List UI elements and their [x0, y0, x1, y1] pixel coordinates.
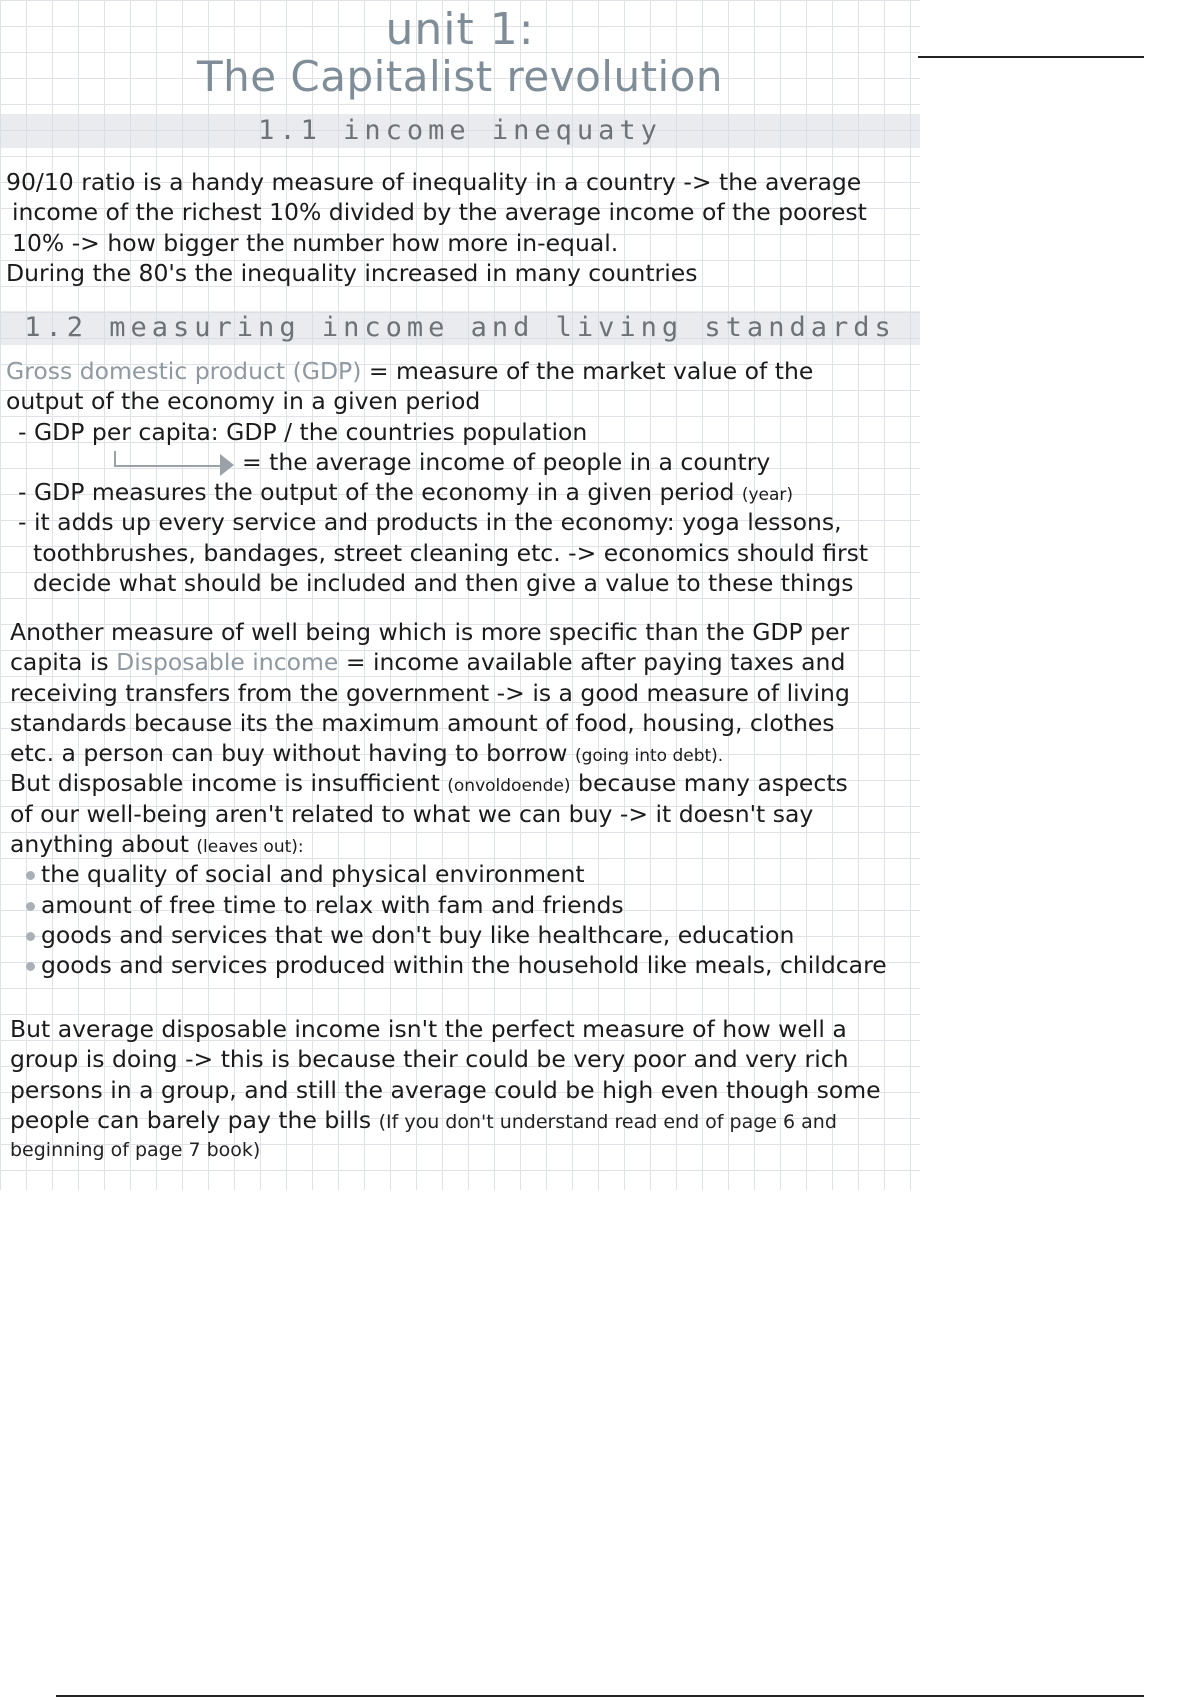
- per-capita-definition: = the average income of people in a country: [242, 447, 771, 476]
- average-income-body: [10, 1014, 930, 1165]
- gdp-measures-text: - GDP measures the output of the economy in a given period: [18, 478, 735, 507]
- list-item-text: goods and services that we don't buy like healthcare, education: [41, 920, 795, 949]
- top-rule-line: [918, 56, 1144, 58]
- gdp-term: Gross domestic product (GDP): [6, 357, 362, 385]
- section-heading-income-inequality: 1.1 income inequaty: [0, 114, 920, 148]
- disposable-line-text: = income available after paying taxes and: [338, 648, 846, 677]
- gdp-measures-note: (year): [741, 485, 794, 506]
- disposable-line-text: capita is: [10, 648, 117, 677]
- translation-note: (onvoldoende): [447, 776, 571, 797]
- section1-body: [6, 167, 926, 288]
- section1-line: 10% -> how bigger the number how more in-equal.: [12, 228, 619, 257]
- section-heading-measuring-income: 1.2 measuring income and living standards: [0, 311, 920, 345]
- bullet-icon: [26, 902, 35, 911]
- disposable-line: of our well-being aren't related to what we can buy -> it doesn't say: [10, 799, 814, 828]
- leaves-out-note: (leaves out):: [196, 837, 304, 858]
- bottom-rule-line: [56, 1695, 1144, 1697]
- list-item: [10, 950, 930, 980]
- per-capita-line: - GDP per capita: GDP / the countries population: [18, 417, 588, 446]
- adds-up-line: decide what should be included and then give a value to these things: [33, 569, 854, 598]
- disposable-line: [10, 738, 930, 768]
- section1-line: income of the richest 10% divided by the average income of the poorest: [12, 198, 867, 227]
- adds-up-line: - it adds up every service and products in the economy: yoga lessons,: [18, 508, 842, 537]
- list-item-text: amount of free time to relax with fam and friends: [41, 890, 624, 919]
- disposable-line: Another measure of well being which is more specific than the GDP per: [10, 618, 850, 646]
- gdp-definition-line2: output of the economy in a given period: [6, 387, 481, 416]
- disposable-income-term: Disposable income: [116, 648, 339, 677]
- list-item: [10, 920, 930, 950]
- disposable-line: [10, 647, 930, 677]
- borrow-note: (going into debt).: [574, 746, 724, 767]
- list-item-text: the quality of social and physical environment: [41, 860, 585, 889]
- disposable-line-text: etc. a person can buy without having to borrow: [10, 739, 575, 768]
- arrow-right-icon: [220, 454, 234, 476]
- book-reference-note-line2: beginning of page 7 book): [10, 1139, 261, 1162]
- section1-line: 90/10 ratio is a handy measure of inequality in a country -> the average: [6, 168, 862, 196]
- bullet-icon: [26, 962, 35, 971]
- gdp-definition-line: [6, 356, 926, 386]
- section2-body: [6, 356, 926, 598]
- disposable-line-text: anything about: [10, 830, 197, 859]
- list-item: [10, 859, 930, 889]
- book-reference-note: (If you don't understand read end of page 6 and: [378, 1110, 837, 1133]
- list-item-text: goods and services produced within the household like meals, childcare: [41, 951, 887, 980]
- disposable-line: standards because its the maximum amount of food, housing, clothes: [10, 708, 835, 737]
- unit-subtitle: The Capitalist revolution: [196, 52, 724, 101]
- disposable-line-text: But disposable income is insufficient: [10, 769, 448, 798]
- average-line: persons in a group, and still the average could be high even though some: [10, 1075, 881, 1104]
- average-line-text: people can barely pay the bills: [10, 1105, 379, 1134]
- disposable-income-body: [10, 617, 930, 981]
- disposable-line: [10, 829, 930, 859]
- arrow-connector: [114, 451, 226, 467]
- section1-line: During the 80's the inequality increased in many countries: [6, 258, 698, 287]
- adds-up-line: toothbrushes, bandages, street cleaning etc. -> economics should first: [33, 538, 869, 567]
- disposable-line-text: because many aspects: [570, 769, 848, 798]
- unit-title: unit 1:: [385, 4, 535, 55]
- disposable-line: [10, 768, 930, 798]
- average-line: group is doing -> this is because their could be very poor and very rich: [10, 1045, 849, 1074]
- bullet-icon: [26, 932, 35, 941]
- average-line: [10, 1105, 930, 1135]
- bullet-icon: [26, 871, 35, 880]
- gdp-measures-line: [6, 477, 926, 507]
- list-item: [10, 890, 930, 920]
- gdp-definition: = measure of the market value of the: [361, 357, 814, 385]
- disposable-line: receiving transfers from the government -> is a good measure of living: [10, 678, 850, 707]
- average-line: But average disposable income isn't the perfect measure of how well a: [10, 1015, 847, 1043]
